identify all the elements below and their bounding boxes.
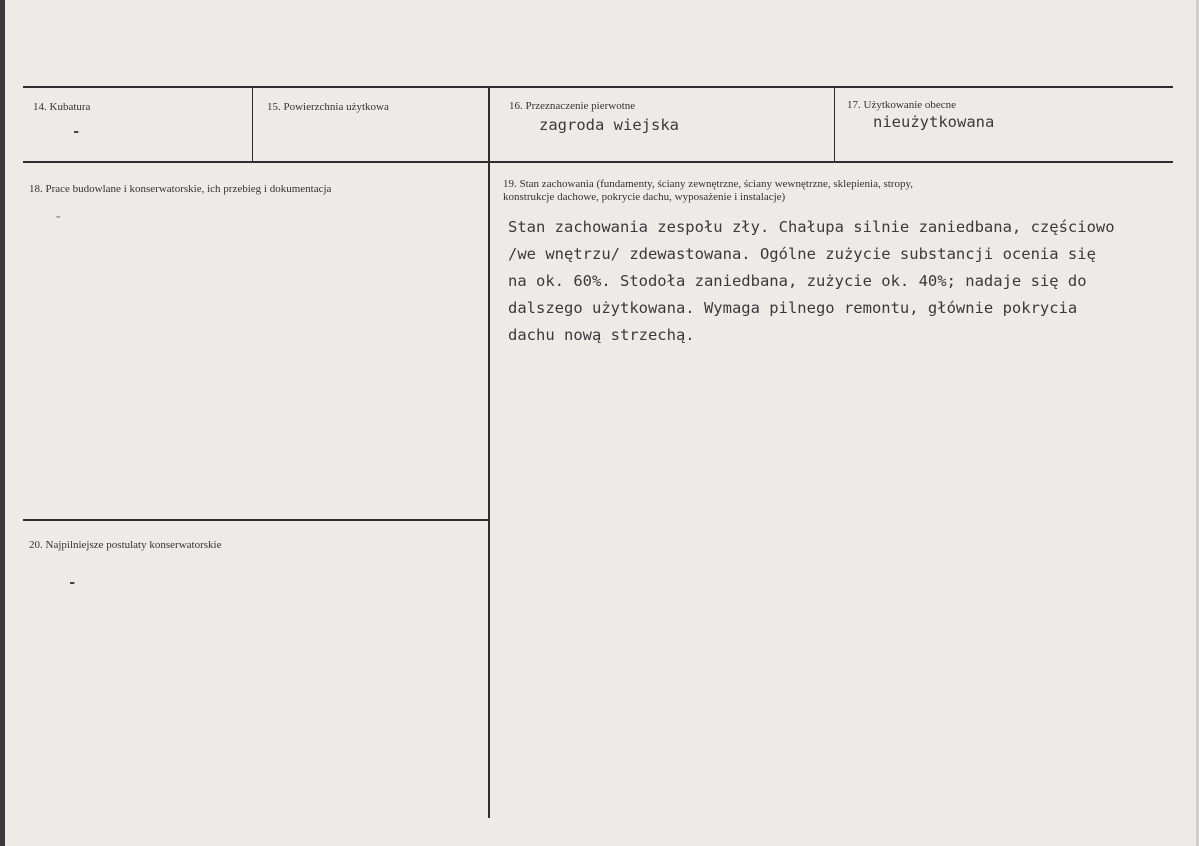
scan-edge-left — [0, 0, 5, 846]
field-14-value: - — [72, 124, 81, 140]
field-14-label: 14. Kubatura — [33, 101, 91, 113]
field-19-text-line-5: dachu nową strzechą. — [508, 326, 695, 344]
field-16-label: 16. Przeznaczenie pierwotne — [509, 100, 636, 112]
field-18-value: - — [54, 209, 63, 225]
field-16-value: zagroda wiejska — [539, 116, 679, 134]
field-18-label: 18. Prace budowlane i konserwatorskie, ich przebieg i dokumentacja — [29, 183, 332, 195]
field-19-label-line-2: konstrukcje dachowe, pokrycie dachu, wyposażenie i instalacje) — [503, 191, 786, 203]
field-20-label: 20. Najpilniejsze postulaty konserwatorskie — [29, 539, 222, 551]
field-20-value: - — [68, 575, 77, 591]
row-divider-line — [23, 161, 1173, 163]
field-19-label-line-1: 19. Stan zachowania (fundamenty, ściany zewnętrzne, ściany wewnętrzne, sklepienia, stropy, — [503, 178, 914, 190]
top-border-line — [23, 86, 1173, 88]
field-19-text-line-4: dalszego użytkowana. Wymaga pilnego remontu, głównie pokrycia — [508, 299, 1078, 317]
field-17-value: nieużytkowana — [873, 113, 995, 131]
field-19-text-line-1: Stan zachowania zespołu zły. Chałupa silnie zaniedbana, częściowo — [508, 218, 1115, 236]
field-19-text-line-3: na ok. 60%. Stodoła zaniedbana, zużycie ok. 40%; nadaje się do — [508, 272, 1087, 290]
column-divider-main — [488, 88, 490, 818]
section-divider-line — [23, 519, 488, 521]
field-15-label: 15. Powierzchnia użytkowa — [267, 101, 389, 113]
column-divider-1 — [252, 88, 253, 162]
field-17-label: 17. Użytkowanie obecne — [847, 99, 957, 111]
field-19-text-line-2: /we wnętrzu/ zdewastowana. Ogólne zużycie substancji ocenia się — [508, 245, 1096, 263]
column-divider-3 — [834, 88, 835, 162]
